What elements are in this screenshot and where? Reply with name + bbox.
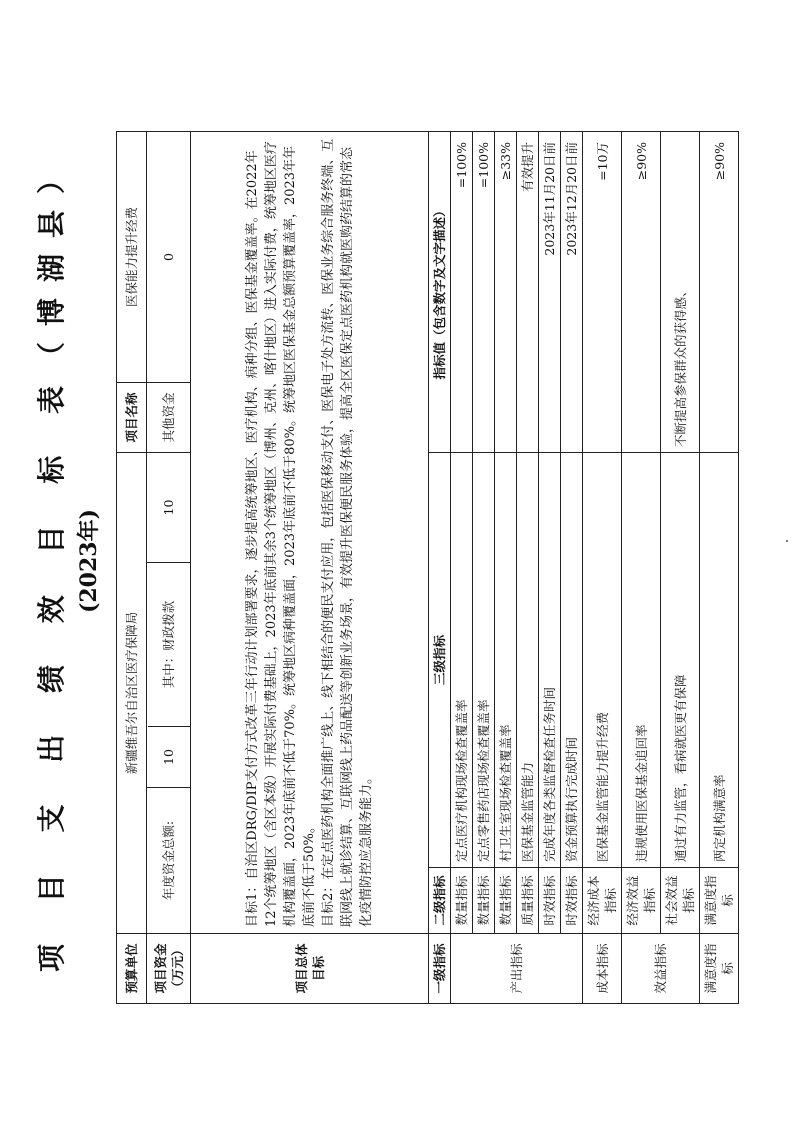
value-cell: =10万 bbox=[583, 131, 622, 452]
level3-cell: 村卫生室现场检查覆盖率 bbox=[495, 452, 517, 867]
level2-cell: 时效指标 bbox=[561, 868, 583, 934]
level2-cell: 经济成本指标 bbox=[583, 868, 622, 934]
level3-cell: 医保基金监管能力 bbox=[517, 452, 539, 867]
value-cell: =100% bbox=[451, 131, 473, 452]
value-cell: 不断提高参保群众的获得感、 bbox=[661, 131, 700, 452]
level2-cell: 数量指标 bbox=[451, 868, 473, 934]
level3-cell: 通过有力监管，看病就医更有保障 bbox=[661, 452, 700, 867]
indicator-row bbox=[517, 131, 539, 1003]
level3-cell: 定点零售药店现场检查覆盖率 bbox=[473, 452, 495, 867]
objective-text bbox=[191, 131, 429, 933]
indicator-row bbox=[495, 131, 517, 1003]
level2-cell: 数量指标 bbox=[473, 868, 495, 934]
indicator-row bbox=[583, 131, 622, 1003]
level2-cell: 数量指标 bbox=[495, 868, 517, 934]
output-group-label: 产出指标 bbox=[451, 934, 583, 1004]
indicator-row bbox=[661, 131, 700, 1003]
performance-target-table bbox=[116, 131, 739, 1004]
indicator-row bbox=[451, 131, 473, 1003]
level2-cell: 经济效益指标 bbox=[622, 868, 661, 934]
benefit-group-label: 效益指标 bbox=[622, 934, 700, 1004]
indicator-header-row bbox=[429, 131, 451, 1003]
indicator-row bbox=[539, 131, 561, 1003]
project-name-label: 项目名称 bbox=[117, 382, 147, 452]
level3-cell: 资金预算执行完成时间 bbox=[561, 452, 583, 867]
budget-unit-label: 预算单位 bbox=[117, 934, 147, 1004]
level3-cell: 医保基金监管能力提升经费 bbox=[583, 452, 622, 867]
value-cell: ≥33% bbox=[495, 131, 517, 452]
indicator-row bbox=[473, 131, 495, 1003]
project-name-value: 医保能力提升经费 bbox=[117, 131, 147, 382]
level3-cell: 两定机构满意率 bbox=[700, 452, 739, 867]
value-cell: 2023年12月20日前 bbox=[561, 131, 583, 452]
scan-speck bbox=[786, 540, 788, 542]
annual-funds-value: 10 bbox=[148, 726, 190, 787]
funds-label: 项目资金 （万元） bbox=[147, 934, 191, 1004]
value-cell: 有效提升 bbox=[517, 131, 539, 452]
budget-unit-value: 新疆维吾尔自治区医疗保障局 bbox=[117, 452, 147, 933]
indicator-row bbox=[561, 131, 583, 1003]
value-header: 指标值（包含数字及文字描述） bbox=[429, 131, 451, 452]
annual-and-fiscal-cell bbox=[147, 563, 191, 788]
level3-cell: 定点医疗机构现场检查覆盖率 bbox=[451, 452, 473, 867]
level2-cell: 质量指标 bbox=[517, 868, 539, 934]
level3-header: 三级指标 bbox=[429, 452, 451, 867]
level2-cell: 时效指标 bbox=[539, 868, 561, 934]
level3-cell: 完成年度各类监督检查任务时间 bbox=[539, 452, 561, 867]
level2-header: 二级指标 bbox=[429, 868, 451, 934]
value-cell: ≥90% bbox=[700, 131, 739, 452]
level2-cell: 社会效益指标 bbox=[661, 868, 700, 934]
document-title: 项 目 支 出 绩 效 目 标 表（博湖县） bbox=[35, 150, 68, 972]
level2-cell: 满意度指标 bbox=[700, 868, 739, 934]
satisfaction-group-label: 满意度指 标 bbox=[700, 934, 739, 1004]
funds-row bbox=[147, 131, 191, 1003]
other-funds-value: 0 bbox=[147, 131, 191, 382]
other-funds-label: 其他资金 bbox=[147, 382, 191, 452]
cost-group-label: 成本指标 bbox=[583, 934, 622, 1004]
budget-unit-row bbox=[117, 131, 147, 1003]
annual-funds-label: 年度资金总额: bbox=[147, 788, 191, 934]
fiscal-funds-value: 10 bbox=[147, 452, 191, 562]
document-year: (2023年) bbox=[76, 508, 102, 614]
objective-2: 目标2：在定点医药机构全面推广线上、线下相结合的便民支付应用，包括医保移动支付、医保电子处方流转、医保业务综合服务终端、互联网线上就诊结算、互联网线上药品配送等创新业务场景，有效提升医保便民服务体验，提高全区医保定点医药机构就医购药结算的常态化疫情防控应急服务能力。 bbox=[321, 138, 374, 927]
objective-row bbox=[191, 131, 429, 1003]
level1-header: 一级指标 bbox=[429, 934, 451, 1004]
indicator-row bbox=[700, 131, 739, 1003]
value-cell: =100% bbox=[473, 131, 495, 452]
value-cell: 2023年11月20日前 bbox=[539, 131, 561, 452]
value-cell: ≥90% bbox=[622, 131, 661, 452]
indicator-row bbox=[622, 131, 661, 1003]
fiscal-funds-label: 其中：财政拨款 bbox=[161, 600, 176, 689]
objective-label: 项目总体 目标 bbox=[191, 934, 429, 1004]
objective-1: 目标1：自治区DRG/DIP支付方式改革三年行动计划部署要求，逐步提高统筹地区、医疗机构、病种分组、医保基金覆盖率。在2022年12个统筹地区（含区本级）开展实际付费基础上，2023年底前其余3个统筹地区（博州、克州、喀什地区）进入实际付费，统筹地区医疗机构覆盖面，2023年底前不低于70%。统筹地区病种覆盖面，2023年底前不低于80%。统筹地区医保基金总额预算覆盖率，2023年年底前不低于50%。 bbox=[245, 141, 317, 927]
level3-cell: 违规使用医保基金追回率 bbox=[622, 452, 661, 867]
